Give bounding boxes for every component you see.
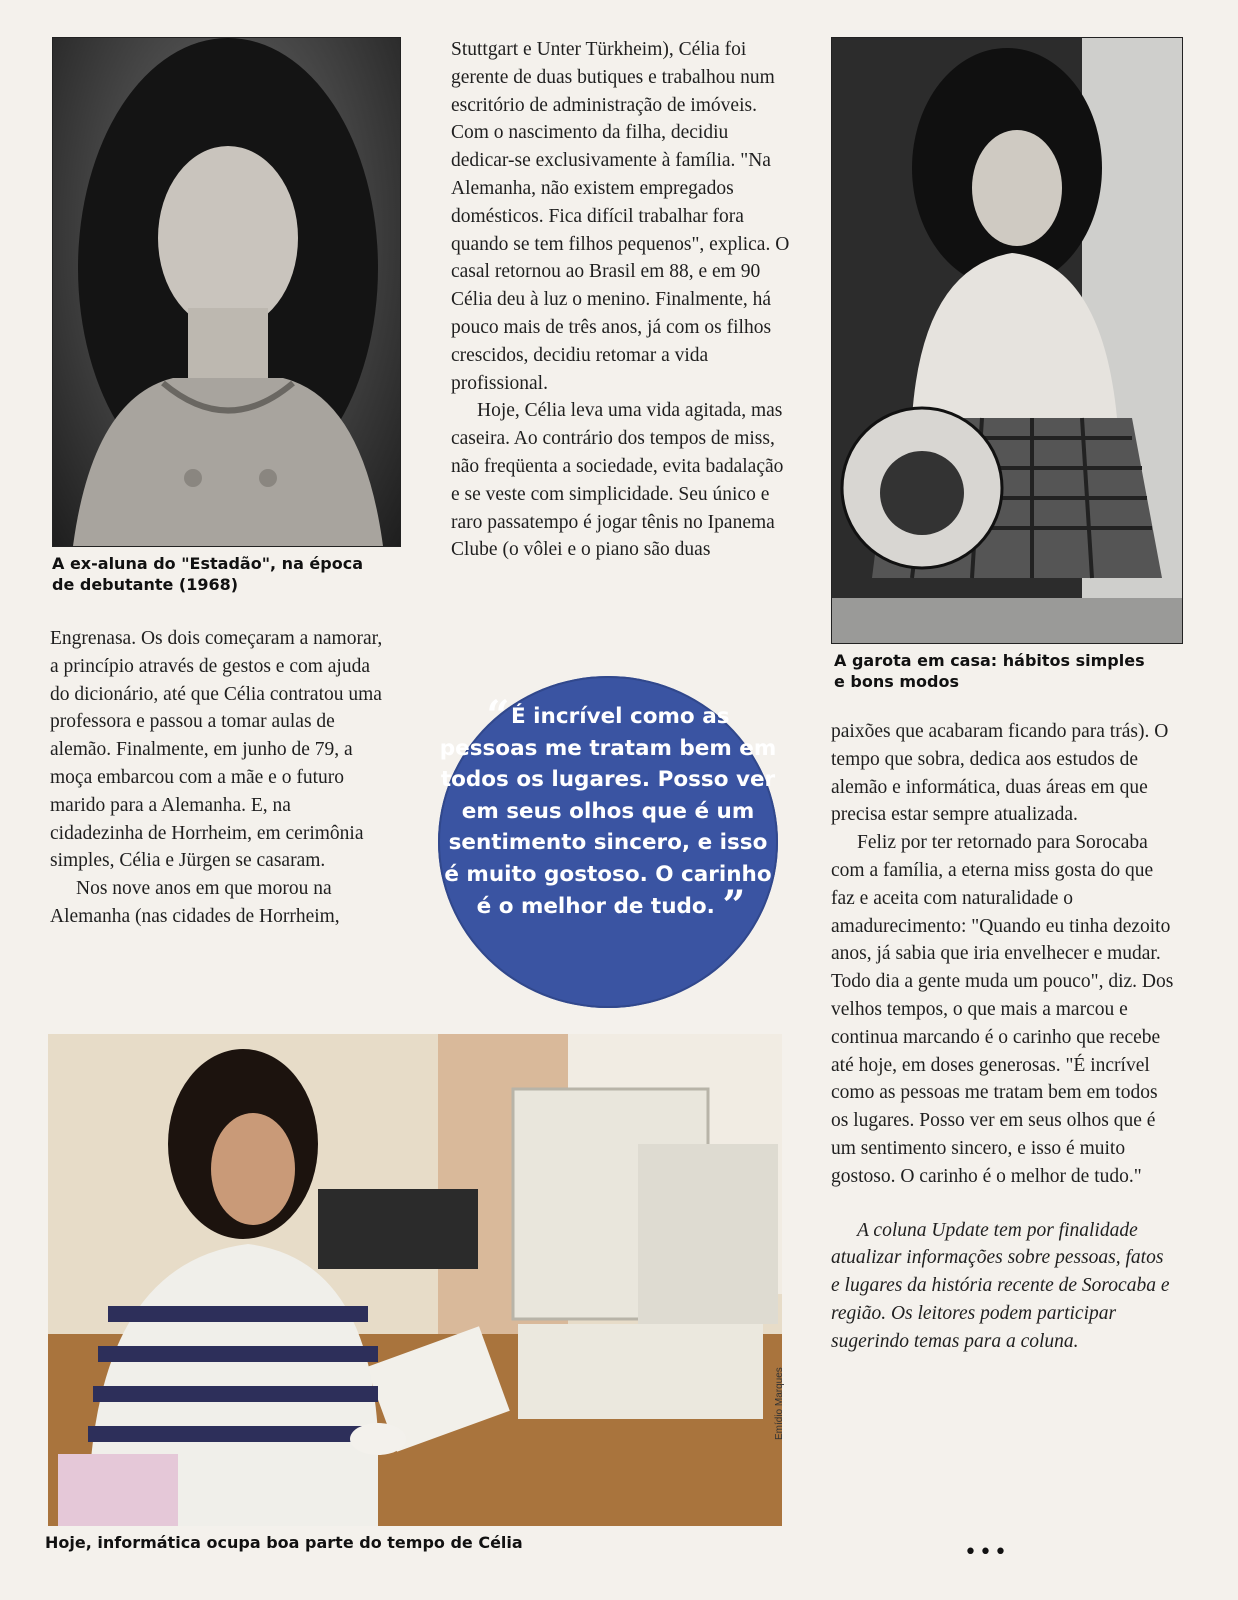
debutante-photo <box>52 37 401 547</box>
home-caption: A garota em casa: hábitos simples e bons modos <box>834 651 1145 691</box>
office-illustration <box>48 1034 782 1526</box>
girl-at-home-photo <box>831 37 1183 644</box>
office-caption: Hoje, informática ocupa boa parte do tempo de Célia <box>45 1533 523 1552</box>
office-photo <box>48 1034 782 1526</box>
pull-quote <box>438 692 778 929</box>
debutante-caption: A ex-aluna do "Estadão", na época de debutante (1968) <box>52 554 364 594</box>
open-quote-mark: “ <box>486 692 504 739</box>
paragraph: Feliz por ter retornado para Sorocaba com a família, a eterna miss gosta do que faz e aceita com naturalidade o amadurecimento: "Quando eu tinha dezoito anos, já sabia que iria envelhecer e mudar. Todo dia a gente muda um pouco", diz. Dos velhos tempos, o que mais a marcou e continua marcando é o carinho que recebe até hoje, em doses generosas. "É incrível como as pessoas me tratam bem em todos os lugares. Posso ver em seus olhos que é um sentimento sincero, e isso é muito gostoso. O carinho é o melhor de tudo." <box>831 832 1174 1187</box>
article-column-middle <box>451 36 796 564</box>
article-column-left <box>50 625 385 931</box>
paragraph: Stuttgart e Unter Türkheim), Célia foi gerente de duas butiques e trabalhou num escritório de administração de imóveis. Com o nascimento da filha, decidiu dedicar-se exclusivamente à família. "Na Alemanha, não existem empregados domésticos. Fica difícil trabalhar fora quando se tem filhos pequenos", explica. O casal retornou ao Brasil em 88, e em 90 Célia deu à luz o menino. Finalmente, há pouco mais de três anos, já com os filhos crescidos, decidiu retomar a vida profissional. <box>451 39 790 394</box>
photo-credit: Emídio Marques <box>774 1367 785 1440</box>
paragraph: paixões que acabaram ficando para trás). O tempo que sobra, dedica aos estudos de alemão e informática, duas áreas em que precisa estar sempre atualizada. <box>831 721 1169 826</box>
paragraph: Nos nove anos em que morou na Alemanha (nas cidades de Horrheim, <box>50 878 340 927</box>
paragraph: Engrenasa. Os dois começaram a namorar, a princípio através de gestos e com ajuda do dicionário, até que Célia contratou uma professora e passou a tomar aulas de alemão. Finalmente, em junho de 79, a moça embarcou com a mãe e o futuro marido para a Alemanha. E, na cidadezinha de Horrheim, em cerimônia simples, Célia e Jürgen se casaram. <box>50 628 383 872</box>
column-note: A coluna Update tem por finalidade atualizar informações sobre pessoas, fatos e lugares da história recente de Sorocaba e região. Os leitores podem participar sugerindo temas para a coluna. <box>831 1219 1170 1352</box>
portrait-illustration <box>53 38 400 546</box>
end-of-article-mark: ••• <box>964 1540 1009 1565</box>
article-column-right <box>831 718 1176 1356</box>
pull-quote-text: É incrível como as pessoas me tratam bem em todos os lugares. Posso ver em seus olhos que é um sentimento sincero, e isso é muito gostoso. O carinho é o melhor de tudo. <box>439 704 777 919</box>
paragraph: Hoje, Célia leva uma vida agitada, mas caseira. Ao contrário dos tempos de miss, não freqüenta a sociedade, evita badalação e se veste com simplicidade. Seu único e raro passatempo é jogar tênis no Ipanema Clube (o vôlei e o piano são duas <box>451 400 784 561</box>
close-quote-mark: ” <box>722 882 740 929</box>
home-illustration <box>832 38 1182 643</box>
